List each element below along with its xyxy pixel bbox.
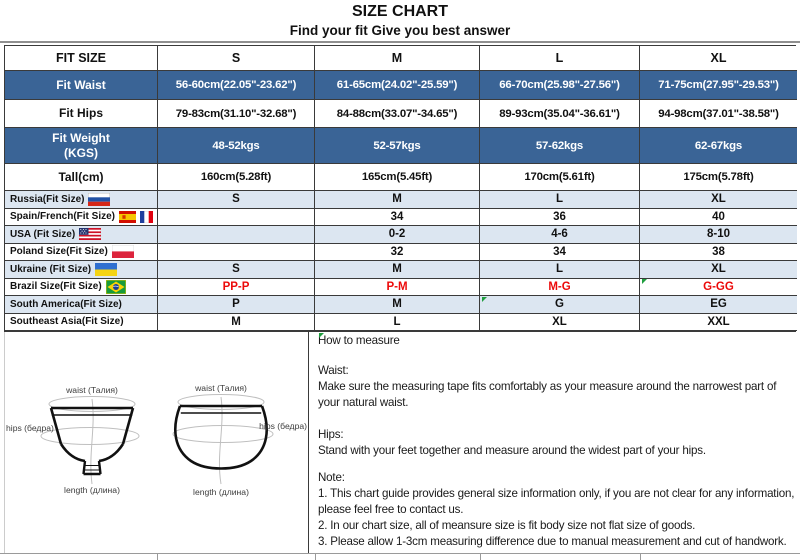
country-label-text: Ukraine (Fit Size) xyxy=(10,263,92,275)
country-size-cell: XXL xyxy=(640,314,797,332)
country-size-cell: M-G xyxy=(480,279,640,297)
country-size-cell: S xyxy=(158,191,315,209)
country-size-cell: M xyxy=(158,314,315,332)
hips-section-text: Stand with your feet together and measure around the widest part of your hips. xyxy=(318,444,706,457)
page-title: SIZE CHART xyxy=(352,3,448,20)
country-size-cell: L xyxy=(480,191,640,209)
gridline-stub xyxy=(480,553,481,560)
gridline-stub xyxy=(640,553,641,560)
green-corner-marker xyxy=(642,279,647,284)
country-size-cell: M xyxy=(315,296,480,314)
country-size-cell: 8-10 xyxy=(640,226,797,244)
usa-flag-icon xyxy=(79,228,101,240)
country-size-cell xyxy=(158,244,315,262)
waist-section-text: Make sure the measuring tape fits comfortably as your measure around the narrowest part of your natural waist. xyxy=(318,380,777,409)
note-section-title: Note: xyxy=(318,471,345,484)
measure-value-cell: 56-60cm(22.05"-23.62") xyxy=(158,71,315,100)
country-label-text: Russia(Fit Size) xyxy=(10,193,85,205)
waist-section-title: Waist: xyxy=(318,364,349,377)
country-row-label xyxy=(5,296,158,314)
country-size-cell: M xyxy=(315,261,480,279)
country-label-text: Southeast Asia(Fit Size) xyxy=(10,316,124,328)
measure-diagram-cell xyxy=(4,332,309,553)
country-size-cell: L xyxy=(480,261,640,279)
country-size-cell xyxy=(158,209,315,227)
country-label-text: USA (Fit Size) xyxy=(10,228,76,240)
measure-value-cell: 89-93cm(35.04"-36.61") xyxy=(480,100,640,128)
country-size-cell: XL xyxy=(640,191,797,209)
country-size-cell: S xyxy=(158,261,315,279)
how-to-measure-panel xyxy=(318,333,796,553)
country-size-cell: 34 xyxy=(315,209,480,227)
country-row-label xyxy=(5,209,158,227)
size-header-cell: L xyxy=(480,46,640,71)
measure-value-cell: 165cm(5.45ft) xyxy=(315,164,480,191)
measure-row-label: Tall(cm) xyxy=(5,164,158,191)
waist-label-left: waist (Талия) xyxy=(66,385,118,395)
waist-label-right: waist (Талия) xyxy=(195,383,247,393)
gridline-stub xyxy=(315,553,316,560)
country-size-cell xyxy=(158,226,315,244)
country-size-cell: G xyxy=(480,296,640,314)
brazil-flag-icon xyxy=(106,280,126,294)
measure-value-cell: 66-70cm(25.98"-27.56") xyxy=(480,71,640,100)
size-header-cell: S xyxy=(158,46,315,71)
country-size-cell: XL xyxy=(480,314,640,332)
country-row-label xyxy=(5,244,158,262)
fit-size-header-cell: FIT SIZE xyxy=(5,46,158,71)
measure-value-cell: 57-62kgs xyxy=(480,128,640,164)
france-flag-icon xyxy=(140,211,153,223)
country-size-cell: XL xyxy=(640,261,797,279)
note-line: 2. In our chart size, all of meansure size is fit body size not flat size of goods. xyxy=(318,519,696,532)
ukraine-flag-icon xyxy=(95,263,117,276)
country-label-text: Poland Size(Fit Size) xyxy=(10,246,108,258)
poland-flag-icon xyxy=(112,245,134,258)
spain-flag-icon xyxy=(119,211,136,223)
measure-value-cell: 61-65cm(24.02"-25.59") xyxy=(315,71,480,100)
measure-value-cell: 79-83cm(31.10"-32.68") xyxy=(158,100,315,128)
panty-diagram-illustration xyxy=(5,332,308,551)
length-label-left: length (длина) xyxy=(64,485,120,495)
title-block xyxy=(0,0,800,43)
measure-row-label: Fit Waist xyxy=(5,71,158,100)
howto-heading: How to measure xyxy=(318,334,400,347)
length-label-right: length (длина) xyxy=(193,487,249,497)
size-header-cell: M xyxy=(315,46,480,71)
country-size-cell: P xyxy=(158,296,315,314)
hips-label-right: hips (бедра) xyxy=(259,421,307,431)
sheet-bottom-gridline xyxy=(0,553,800,554)
gridline-stub xyxy=(157,553,158,560)
country-size-cell: M xyxy=(315,191,480,209)
country-row-label xyxy=(5,191,158,209)
country-size-cell: G-GG xyxy=(640,279,797,297)
green-corner-marker xyxy=(482,297,487,302)
green-corner-marker xyxy=(319,333,324,338)
measure-value-cell: 170cm(5.61ft) xyxy=(480,164,640,191)
measure-value-cell: 52-57kgs xyxy=(315,128,480,164)
country-row-label xyxy=(5,226,158,244)
size-table xyxy=(4,45,796,332)
country-label-text: South America(Fit Size) xyxy=(10,298,122,310)
country-size-cell: PP-P xyxy=(158,279,315,297)
measure-value-cell: 48-52kgs xyxy=(158,128,315,164)
note-line: 3. Please allow 1-3cm measuring difference due to manual measurement and cut of handwork. xyxy=(318,535,787,548)
note-line: 1. This chart guide provides general size information only, if you are not clear for any information, please feel free to contact us. xyxy=(318,487,795,516)
country-label-text: Spain/French(Fit Size) xyxy=(10,211,116,223)
country-size-cell: 38 xyxy=(640,244,797,262)
hips-section-title: Hips: xyxy=(318,428,344,441)
measure-value-cell: 84-88cm(33.07"-34.65") xyxy=(315,100,480,128)
country-size-cell: 36 xyxy=(480,209,640,227)
size-header-cell: XL xyxy=(640,46,797,71)
country-row-label xyxy=(5,279,158,297)
country-size-cell: 40 xyxy=(640,209,797,227)
country-size-cell: 34 xyxy=(480,244,640,262)
russia-flag-icon xyxy=(88,193,110,206)
page-subtitle: Find your fit Give you best answer xyxy=(289,23,511,38)
hips-label-left: hips (бедра) xyxy=(6,423,54,433)
country-size-cell: EG xyxy=(640,296,797,314)
country-label-text: Brazil Size(Fit Size) xyxy=(10,281,102,293)
measure-row-label: Fit Hips xyxy=(5,100,158,128)
measure-value-cell: 94-98cm(37.01"-38.58") xyxy=(640,100,797,128)
country-size-cell: 32 xyxy=(315,244,480,262)
measure-value-cell: 71-75cm(27.95"-29.53") xyxy=(640,71,797,100)
measure-value-cell: 62-67kgs xyxy=(640,128,797,164)
measure-value-cell: 160cm(5.28ft) xyxy=(158,164,315,191)
measure-value-cell: 175cm(5.78ft) xyxy=(640,164,797,191)
country-size-cell: L xyxy=(315,314,480,332)
country-size-cell: 0-2 xyxy=(315,226,480,244)
country-row-label xyxy=(5,261,158,279)
country-size-cell: 4-6 xyxy=(480,226,640,244)
country-row-label xyxy=(5,314,158,332)
country-size-cell: P-M xyxy=(315,279,480,297)
measure-row-label: Fit Weight (KGS) xyxy=(5,128,158,164)
